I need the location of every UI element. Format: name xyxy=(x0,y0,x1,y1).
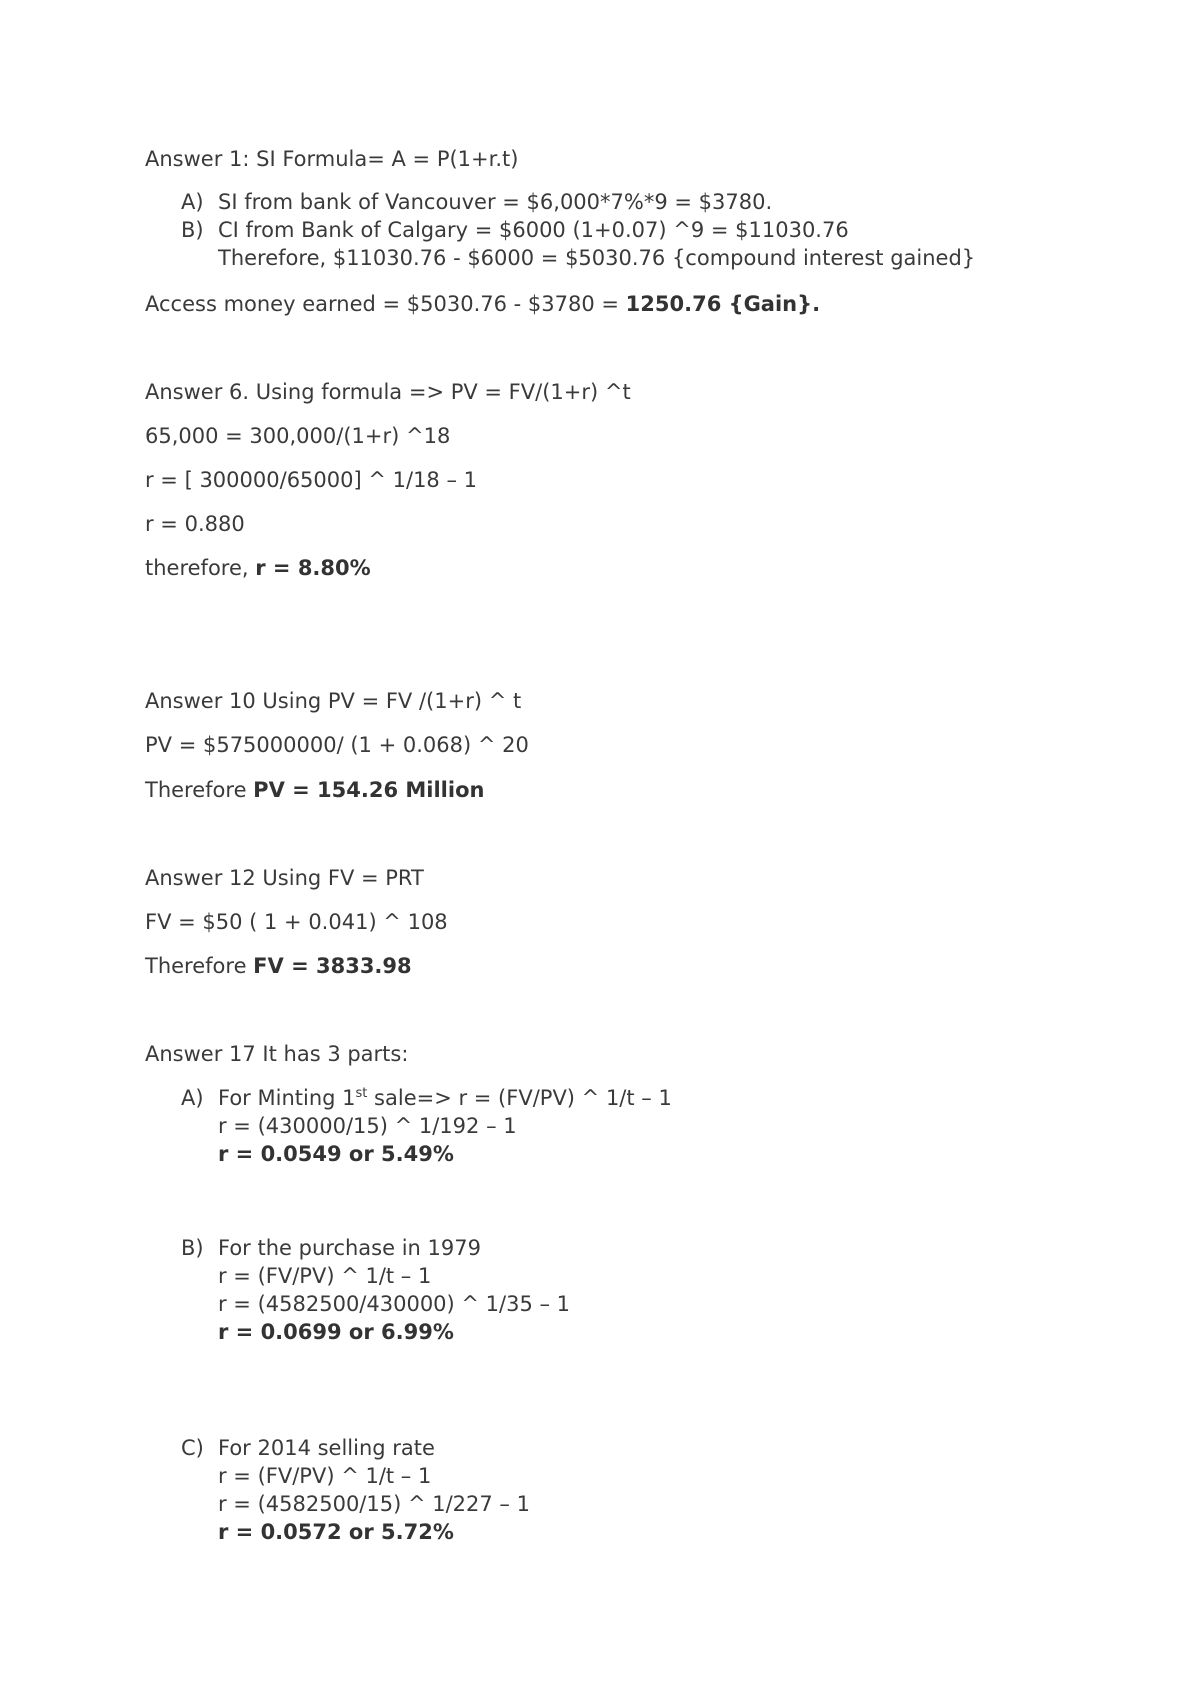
answer-12-step-1: FV = $50 ( 1 + 0.041) ^ 108 xyxy=(145,910,448,934)
answer-17-item-b xyxy=(181,1234,481,1262)
answer-17-c-line-3: r = (4582500/15) ^ 1/227 – 1 xyxy=(218,1492,530,1516)
list-marker: B) xyxy=(181,1236,204,1260)
answer-6-step-2: r = [ 300000/65000] ^ 1/18 – 1 xyxy=(145,468,478,492)
answer-1-item-b-continuation: Therefore, $11030.76 - $6000 = $5030.76 {compound interest gained} xyxy=(218,246,976,270)
list-item-text-rest: sale=> r = (FV/PV) ^ 1/t – 1 xyxy=(367,1086,672,1110)
excess-result: 1250.76 {Gain}. xyxy=(625,292,821,316)
answer-1-heading: Answer 1: SI Formula= A = P(1+r.t) xyxy=(145,147,519,171)
list-item-text: For Minting 1 xyxy=(218,1086,356,1110)
result-value: FV = 3833.98 xyxy=(253,954,412,978)
answer-1-excess-line xyxy=(145,291,820,317)
answer-6-result xyxy=(145,555,371,581)
list-marker: A) xyxy=(181,190,204,214)
answer-10-step-1: PV = $575000000/ (1 + 0.068) ^ 20 xyxy=(145,733,529,757)
answer-1-item-b xyxy=(181,216,849,244)
answer-17-item-a xyxy=(181,1084,672,1112)
list-marker: B) xyxy=(181,218,204,242)
excess-text: Access money earned = $5030.76 - $3780 = xyxy=(145,292,626,316)
answer-17-item-c xyxy=(181,1434,435,1462)
list-marker: A) xyxy=(181,1086,204,1110)
result-value: r = 0.0549 or 5.49% xyxy=(218,1142,454,1166)
list-item-text: SI from bank of Vancouver = $6,000*7%*9 = $3780. xyxy=(218,190,773,214)
result-prefix: Therefore xyxy=(145,778,254,802)
answer-17-c-line-2: r = (FV/PV) ^ 1/t – 1 xyxy=(218,1464,432,1488)
result-value: r = 8.80% xyxy=(255,556,371,580)
answer-12-heading: Answer 12 Using FV = PRT xyxy=(145,866,424,890)
list-marker: C) xyxy=(181,1436,204,1460)
answer-17-b-result xyxy=(218,1318,454,1346)
answer-12-result xyxy=(145,953,412,979)
result-prefix: Therefore xyxy=(145,954,254,978)
ordinal-suffix: st xyxy=(355,1086,368,1101)
answer-17-c-result xyxy=(218,1518,454,1546)
answer-10-result xyxy=(145,777,484,803)
result-value: r = 0.0572 or 5.72% xyxy=(218,1520,454,1544)
list-item-text: CI from Bank of Calgary = $6000 (1+0.07) ^9 = $11030.76 xyxy=(218,218,849,242)
answer-17-b-line-2: r = (FV/PV) ^ 1/t – 1 xyxy=(218,1264,432,1288)
answer-1-item-a xyxy=(181,188,772,216)
result-value: r = 0.0699 or 6.99% xyxy=(218,1320,454,1344)
result-prefix: therefore, xyxy=(145,556,256,580)
result-value: PV = 154.26 Million xyxy=(253,778,485,802)
answer-17-heading: Answer 17 It has 3 parts: xyxy=(145,1042,409,1066)
answer-17-b-line-3: r = (4582500/430000) ^ 1/35 – 1 xyxy=(218,1292,571,1316)
list-item-text: For the purchase in 1979 xyxy=(218,1236,481,1260)
answer-17-a-result xyxy=(218,1140,454,1168)
list-item-text: For 2014 selling rate xyxy=(218,1436,435,1460)
answer-6-step-3: r = 0.880 xyxy=(145,512,245,536)
answer-10-heading: Answer 10 Using PV = FV /(1+r) ^ t xyxy=(145,689,522,713)
answer-6-step-1: 65,000 = 300,000/(1+r) ^18 xyxy=(145,424,451,448)
answer-17-a-line-2: r = (430000/15) ^ 1/192 – 1 xyxy=(218,1114,517,1138)
answer-6-heading: Answer 6. Using formula => PV = FV/(1+r) ^t xyxy=(145,380,631,404)
